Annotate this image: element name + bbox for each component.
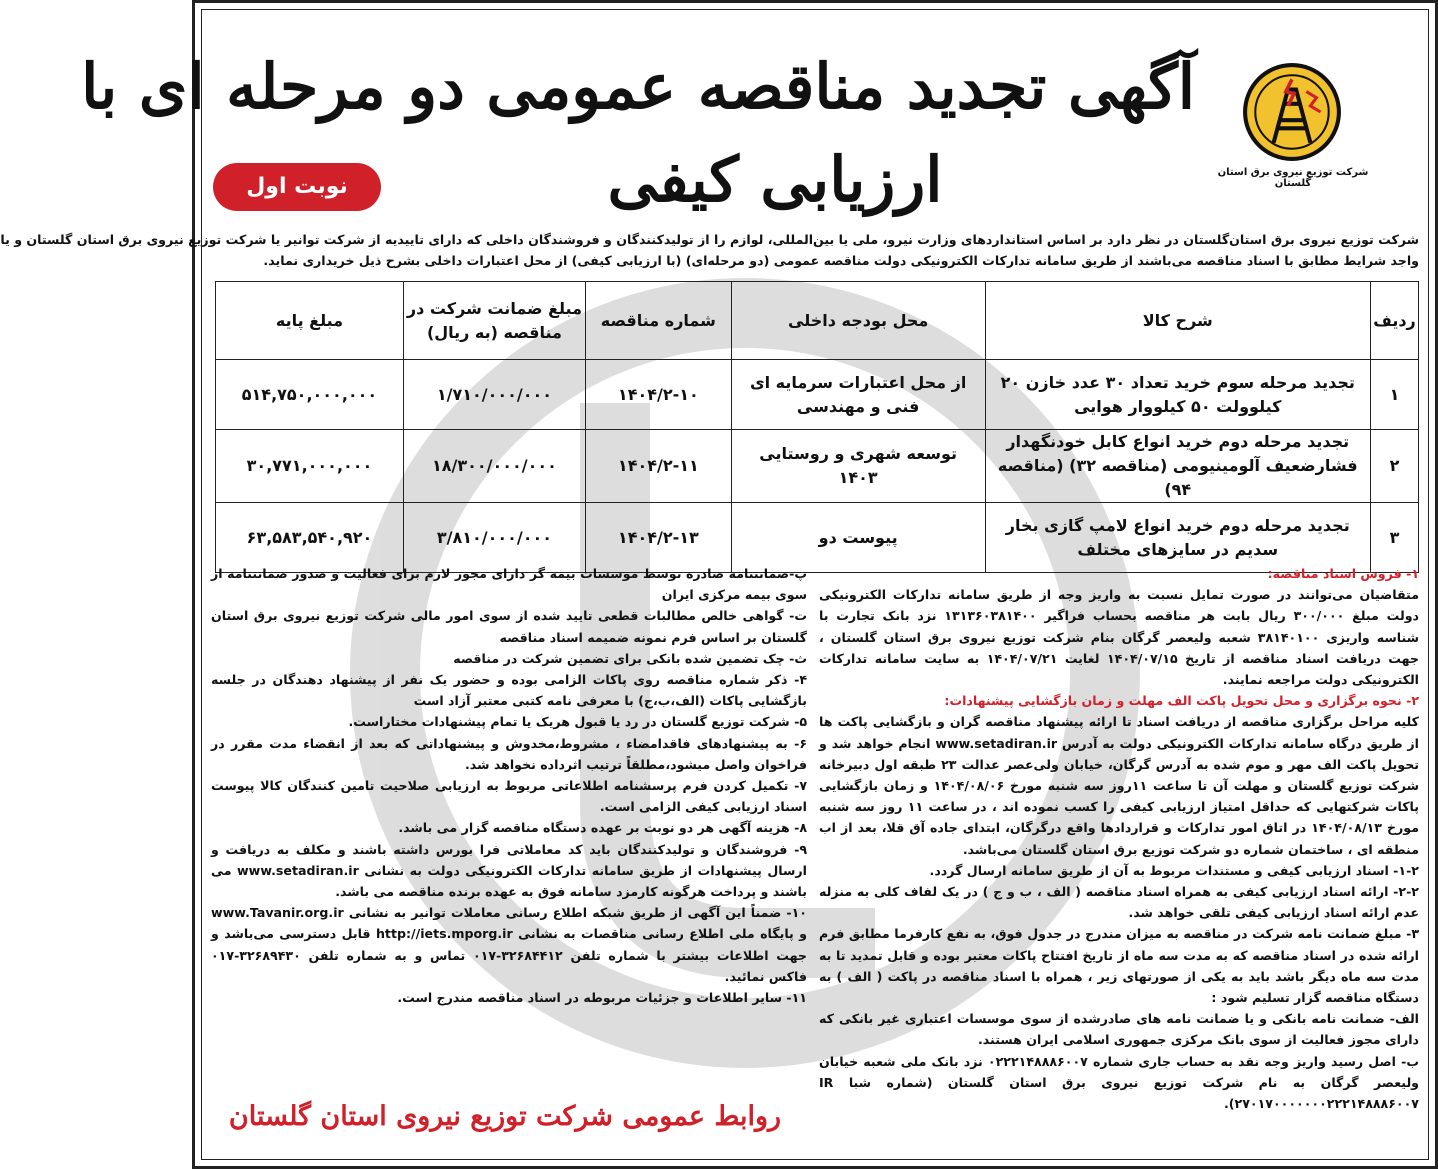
section-10: ۱۰- ضمناً این آگهی از طریق شبکه اطلاع رسانی معاملات توانیر به نشانی www.Tavanir.org.ir و پایگاه ملی اطلاع رسانی مناقصات به نشانی http://iets.mporg.ir قابل دسترسی می‌باشد و جهت اطلاعات بیشتر با شماره تلفن ۳۲۶۸۴۴۱۲-۰۱۷ تماس و به شماره تلفن ۳۲۶۸۹۴۳۰-۰۱۷ فاکس نمائید. — [211, 905, 808, 984]
header-budget: محل بودجه داخلی — [731, 282, 985, 360]
intro-paragraph — [0, 229, 1419, 271]
cell-guarantee: ۱/۷۱۰/۰۰۰/۰۰۰ — [403, 360, 585, 430]
header-description: شرح کالا — [985, 282, 1371, 360]
table-row — [216, 360, 1419, 430]
cell-guarantee: ۳/۸۱۰/۰۰۰/۰۰۰ — [403, 503, 585, 573]
intro-line-1: شرکت توزیع نیروی برق استان‌گلستان در نظر دارد بر اساس استانداردهای وزارت نیرو، ملی یا بین‌المللی، لوازم را از تولیدکنندگان و فروشندگان داخلی که دارای تاییدیه از شرکت توانیر یا شرکت توزیع نیروی برق استان گلستان و یا — [0, 232, 1419, 247]
section-6: ۶- به پیشنهادهای فاقدامضاء ، مشروط،مخدوش و پیشنهاداتی که بعد از انقضاء مدت مقرر در فراخوان واصل میشود،مطلقاً ترتیب اثرداده نخواهد شد. — [211, 735, 807, 772]
section-4: ۴- ذکر شماره مناقصه روی پاکات الزامی بوده و حضور یک نفر از پیشنهاد دهندگان در جلسه بازگشایی پاکات (الف،ب،ج) با معرفی نامه کتبی معتبر آزاد است — [211, 672, 807, 709]
section-11: ۱۱- سایر اطلاعات و جزئیات مربوطه در اسناد مناقصه مندرج است. — [397, 990, 807, 1006]
section-3: ۳- مبلغ ضمانت نامه شرکت در مناقصه به میزان مندرج در جدول فوق، به نفع کارفرما مطابق فرم ارائه شده در اسناد مناقصه که به مدت سه ماه از تاریخ افتتاح پاکات معتبر بوده و قابل تمدید تا به مدت سه ماه دیگر باشد باید به یکی از صورتهای زیر ، همراه با اسناد مناقصه در پاکت ( الف ) به دستگاه مناقصه گزار تسلیم شود : — [819, 926, 1419, 1006]
cell-row-number: ۱ — [1371, 360, 1419, 430]
cell-budget: پیوست دو — [731, 503, 985, 573]
round-badge: نوبت اول — [213, 163, 381, 211]
power-tower-logo-icon — [1241, 61, 1343, 163]
cell-base-amount: ۶۳,۵۸۳,۵۴۰,۹۲۰ — [216, 503, 404, 573]
cell-description: تجدید مرحله دوم خرید انواع کابل خودنگهدار فشارضعیف آلومینیومی (مناقصه ۳۲) (مناقصه ۹۴) — [985, 430, 1371, 503]
cell-tender-number: ۱۴۰۴/۲-۱۱ — [585, 430, 731, 503]
section-2-text: کلیه مراحل برگزاری مناقصه از دریافت اسناد تا ارائه پیشنهاد مناقصه گران و بازگشایی پاکت ها از طریق درگاه سامانه تدارکات الکترونیکی دولت به آدرس www.setadiran.ir انجام خواهد شد و تحویل پاکت الف مهر و موم شده به آدرس گرگان، خیابان ولی‌عصر عدالت ۲۳ طبقه اول دبیرخانه شرکت توزیع گلستان و مهلت آن تا ساعت ۱۱روز سه شنبه مورخ ۱۴۰۴/۰۸/۰۶ و زمان بازگشایی پاکات شرکتهایی که حداقل امتیاز ارزیابی کیفی را کسب نموده اند ، در ساعت ۱۱ روز سه شنبه مورخ ۱۴۰۴/۰۸/۱۳ در اتاق امور تدارکات و قراردادها واقع درگرگان، ابتدای جاده آق قلا، بعد از اب منطقه ای ، ساختمان شماره دو شرکت توزیع برق استان گلستان می‌باشد. — [819, 714, 1420, 857]
right-column — [819, 563, 1419, 1114]
header-guarantee: مبلغ ضمانت شرکت در مناقصه (به ریال) — [403, 282, 585, 360]
table-row — [216, 503, 1419, 573]
section-3-te: ت- گواهی خالص مطالبات قطعی تایید شده از سوی امور مالی شرکت توزیع نیروی برق استان گلستان بر اساس فرم نمونه ضمیمه اسناد مناقصه — [211, 608, 807, 645]
section-2-2: ۲-۲- ارائه اسناد ارزیابی کیفی به همراه اسناد مناقصه ( الف ، ب و ج ) در یک لفاف کلی به منزله عدم ارائه اسناد ارزیابی کیفی تلقی خواهد شد. — [819, 884, 1419, 921]
header-row-number: ردیف — [1371, 282, 1419, 360]
cell-row-number: ۳ — [1371, 503, 1419, 573]
table-header-row — [216, 282, 1419, 360]
cell-description: تجدید مرحله دوم خرید انواع لامپ گازی بخار سدیم در سایزهای مختلف — [985, 503, 1371, 573]
section-8: ۸- هزینه آگهی هر دو نوبت بر عهده دستگاه مناقصه گزار می باشد. — [398, 820, 807, 836]
section-7: ۷- تکمیل کردن فرم پرسشنامه اطلاعاتی مربوط به ارزیابی صلاحیت تامین کنندگان کالا پیوست اسناد ارزیابی کیفی الزامی است. — [211, 778, 807, 815]
section-2-title: ۲- نحوه برگزاری و محل تحویل پاکت الف مهلت و زمان بازگشایی پیشنهادات: — [944, 693, 1419, 709]
cell-budget: توسعه شهری و روستایی ۱۴۰۳ — [731, 430, 985, 503]
header-base-amount: مبلغ پایه — [216, 282, 404, 360]
header-tender-number: شماره مناقصه — [585, 282, 731, 360]
cell-tender-number: ۱۴۰۴/۲-۱۳ — [585, 503, 731, 573]
section-3-pe: پ-ضمانتنامه صادره توسط موسسات بیمه گر دارای مجوز لازم برای فعالیت و صدور ضمانتنامه از سوی بیمه مرکزی ایران — [211, 566, 807, 603]
section-1-title: ۱- فروش اسناد مناقصه: — [1267, 566, 1419, 581]
section-3-be: ب- اصل رسید واریز وجه نقد به حساب جاری شماره ۰۲۲۲۱۴۸۸۸۶۰۰۷ نزد بانک ملی شعبه خیابان ولیعصر گرگان به نام شرکت توزیع نیروی برق استان گلستان (شماره شبا IR ۲۷۰۱۷۰۰۰۰۰۰۰۲۲۲۱۴۸۸۸۶۰۰۷). — [819, 1053, 1419, 1112]
section-3-se: ث- چک تضمین شده بانکی برای تضمین شرکت در مناقصه — [453, 650, 807, 666]
cell-tender-number: ۱۴۰۴/۲-۱۰ — [585, 360, 731, 430]
table-row — [216, 430, 1419, 503]
cell-base-amount: ۵۱۴,۷۵۰,۰۰۰,۰۰۰ — [216, 360, 404, 430]
cell-description: تجدید مرحله سوم خرید تعداد ۳۰ عدد خازن ۲۰ کیلوولت ۵۰ کیلووار هوایی — [985, 360, 1371, 430]
section-3-alef: الف- ضمانت نامه بانکی و یا ضمانت نامه های صادرشده از سوی موسسات اعتباری غیر بانکی که دارای مجوز فعالیت از سوی بانک مرکزی جمهوری اسلامی ایران هستند. — [819, 1011, 1419, 1048]
section-2-1: ۱-۲- اسناد ارزیابی کیفی و مستندات مربوط به آن از طریق سامانه ارسال گردد. — [929, 862, 1419, 878]
logo-caption: شرکت توزیع نیروی برق استان گلستان — [1217, 167, 1369, 189]
cell-base-amount: ۳۰,۷۷۱,۰۰۰,۰۰۰ — [216, 430, 404, 503]
intro-line-2: واجد شرایط مطابق با اسناد مناقصه می‌باشند از طریق سامانه تدارکات الکترونیکی دولت مناقصه عمومی (دو مرحله‌ای) (با ارزیابی کیفی) از محل اعتبارات داخلی بشرح ذیل خریداری نماید. — [263, 253, 1419, 268]
section-1-text: متقاضیان می‌توانند در صورت تمایل نسبت به واریز وجه از طریق سامانه تدارکات الکترونیکی دولت مبلغ ۳۰۰/۰۰۰ ریال بابت هر مناقصه بحساب فراگیر ۱۳۱۳۶۰۳۸۱۴۰۰ نزد بانک تجارت با شناسه واریزی ۳۸۱۴۰۱۰۰ شعبه ولیعصر گرگان بنام شرکت توزیع نیروی برق استان گلستان ، جهت دریافت اسناد مناقصه از تاریخ ۱۴۰۴/۰۷/۱۵ لغایت ۱۴۰۴/۰۷/۲۱ به سایت سامانه تدارکات الکترونیکی دولت مراجعه نمایند. — [819, 587, 1419, 688]
tender-table — [215, 281, 1419, 573]
cell-guarantee: ۱۸/۳۰۰/۰۰۰/۰۰۰ — [403, 430, 585, 503]
section-5: ۵- شرکت توزیع گلستان در رد یا قبول هریک یا تمام پیشنهادات مختاراست. — [348, 714, 807, 730]
left-column — [211, 563, 807, 1008]
page-title-line1: آگهی تجدید مناقصه عمومی دو مرحله ای با — [81, 50, 1195, 123]
public-relations-signature: روابط عمومی شرکت توزیع نیروی استان گلستان — [228, 1101, 782, 1132]
cell-row-number: ۲ — [1371, 430, 1419, 503]
page-title-line2: ارزیابی کیفی — [607, 143, 943, 216]
section-9: ۹- فروشندگان و تولیدکنندگان باید کد معاملاتی فرا بورس داشته باشند و مکلف به دریافت و ارسال پیشنهادات از طریق سامانه تدارکات الکترونیکی دولت به نشانی www.setadiran.ir می باشند و پرداخت هرگونه کارمزد سامانه فوق به عهده برنده مناقصه می باشد. — [211, 841, 807, 900]
cell-budget: از محل اعتبارات سرمایه ای فنی و مهندسی — [731, 360, 985, 430]
